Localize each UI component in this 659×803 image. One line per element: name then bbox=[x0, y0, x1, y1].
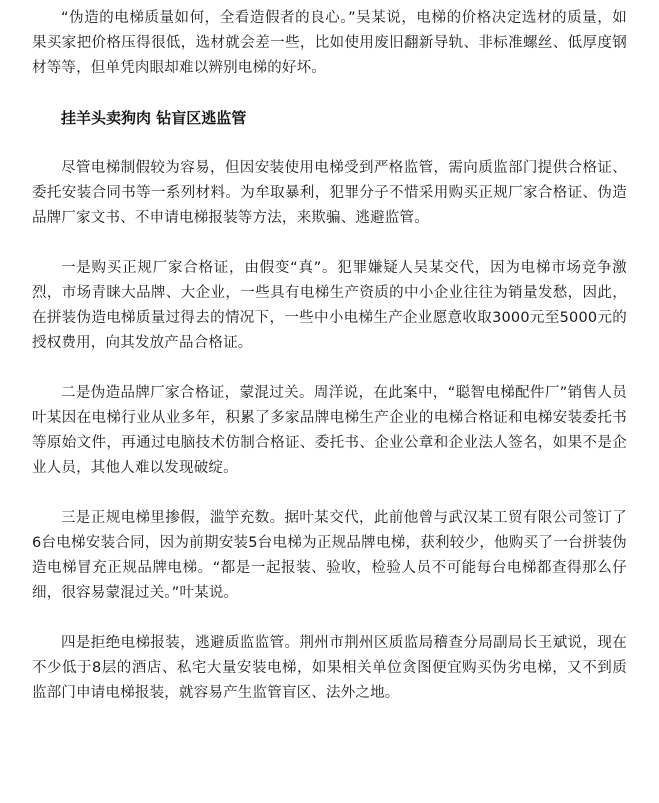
article-paragraph-5: 三是正规电梯里掺假，滥竽充数。据叶某交代，此前他曾与武汉某工贸有限公司签订了6台电梯安装合同，因为前期安装5台电梯为正规品牌电梯，获利较少，他购买了一台拼装伪造电梯冒充正规品牌电梯。“都是一起报装、验收，检验人员不可能每台电梯都查得那么仔细，很容易蒙混过关。”叶某说。 bbox=[32, 510, 627, 601]
article-paragraph-1: “伪造的电梯质量如何，全看造假者的良心。”吴某说，电梯的价格决定选材的质量，如果买家把价格压得很低，选材就会差一些，比如使用废旧翻新导轨、非标准螺丝、低厚度钢材等等，但单凭肉眼却难以辨别电梯的好坏。 bbox=[32, 10, 627, 76]
article-paragraph-4: 二是伪造品牌厂家合格证，蒙混过关。周洋说，在此案中，“聪智电梯配件厂”销售人员叶某因在电梯行业从业多年，积累了多家品牌电梯生产企业的电梯合格证和电梯安装委托书等原始文件，再通过电脑技术仿制合格证、委托书、企业公章和企业法人签名，如果不是企业人员，其他人难以发现破绽。 bbox=[32, 385, 627, 476]
article-paragraph-2: 尽管电梯制假较为容易，但因安装使用电梯受到严格监管，需向质监部门提供合格证、委托安装合同书等一系列材料。为牟取暴利，犯罪分子不惜采用购买正规厂家合格证、伪造品牌厂家文书、不申请电梯报装等方法，来欺骗、逃避监管。 bbox=[32, 160, 627, 226]
section-heading: 挂羊头卖狗肉 钻盲区逃监管 bbox=[61, 109, 247, 127]
article-paragraph-6: 四是拒绝电梯报装，逃避质监监管。荆州市荆州区质监局稽查分局副局长王斌说，现在不少低于8层的酒店、私宅大量安装电梯，如果相关单位贪图便宜购买伪劣电梯，又不到质监部门申请电梯报装，就容易产生监管盲区、法外之地。 bbox=[32, 635, 627, 701]
article-paragraph-3: 一是购买正规厂家合格证，由假变“真”。犯罪嫌疑人吴某交代，因为电梯市场竞争激烈，市场青睐大品牌、大企业，一些具有电梯生产资质的中小企业往往为销量发愁，因此，在拼装伪造电梯质量过得去的情况下，一些中小电梯生产企业愿意收取3000元至5000元的授权费用，向其发放产品合格证。 bbox=[32, 260, 627, 351]
